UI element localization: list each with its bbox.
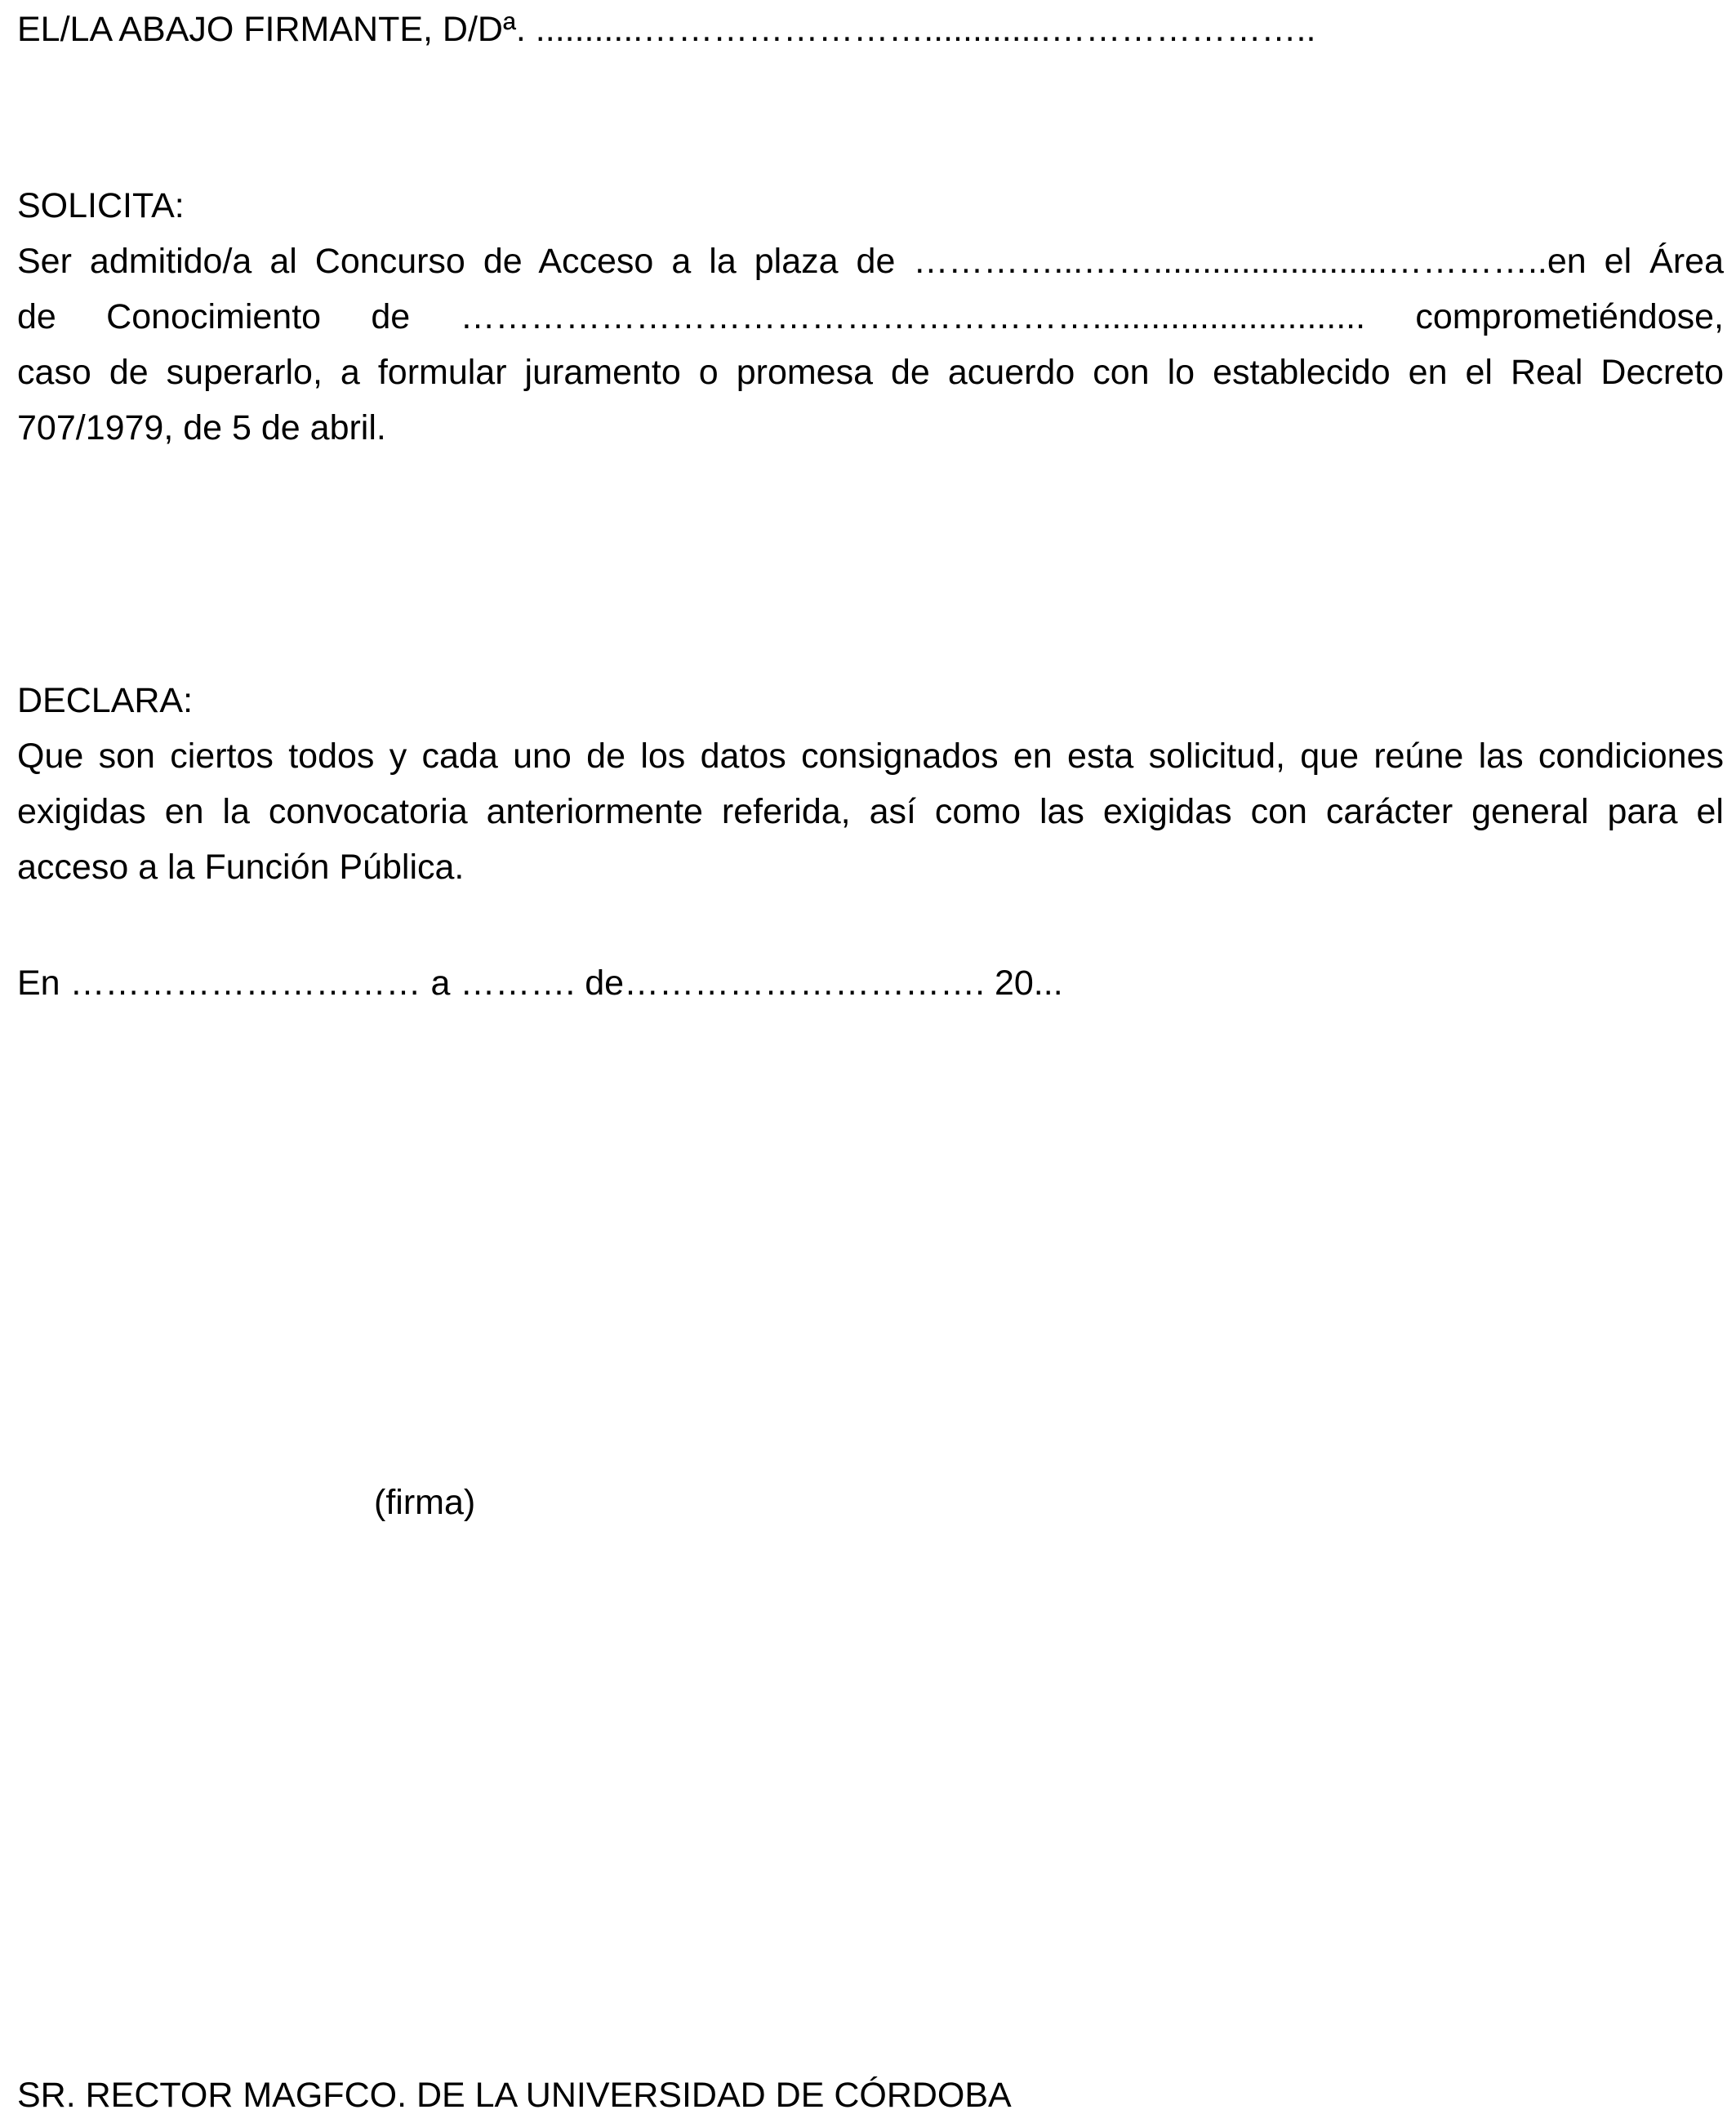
solicita-heading: SOLICITA:: [17, 186, 185, 225]
declara-line-2: exigidas en la convocatoria anteriormente referida, así como las exigidas con carácter general para el: [17, 792, 1724, 831]
solicita-line-2: de Conocimiento de ………………………………………………............................ comprometiéndose,: [17, 297, 1724, 336]
solicita-line-3: caso de superarlo, a formular juramento o promesa de acuerdo con lo establecido en el Real Decreto: [17, 353, 1724, 392]
declara-line-3: acceso a la Función Pública.: [17, 848, 465, 887]
solicita-paragraph: [17, 234, 1724, 456]
addressee-line: SR. RECTOR MAGFCO. DE LA UNIVERSIDAD DE CÓRDOBA: [17, 2076, 1012, 2115]
date-place-line: En ………………………… a ………. de…………………………. 20...: [17, 964, 1063, 1003]
declara-line-1: Que son ciertos todos y cada uno de los datos consignados en esta solicitud, que reúne las condiciones: [17, 737, 1724, 776]
solicita-line-4: 707/1979, de 5 de abril.: [17, 408, 386, 447]
signature-label: (firma): [374, 1483, 476, 1522]
signer-name-line: EL/LA ABAJO FIRMANTE, D/Dª. ...........…………………….............…………………..: [17, 10, 1316, 49]
solicita-line-1: Ser admitido/a al Concurso de Acceso a la plaza de …………...……........................…………..en el Área: [17, 242, 1724, 281]
declara-paragraph: [17, 728, 1724, 895]
declara-heading: DECLARA:: [17, 681, 194, 720]
